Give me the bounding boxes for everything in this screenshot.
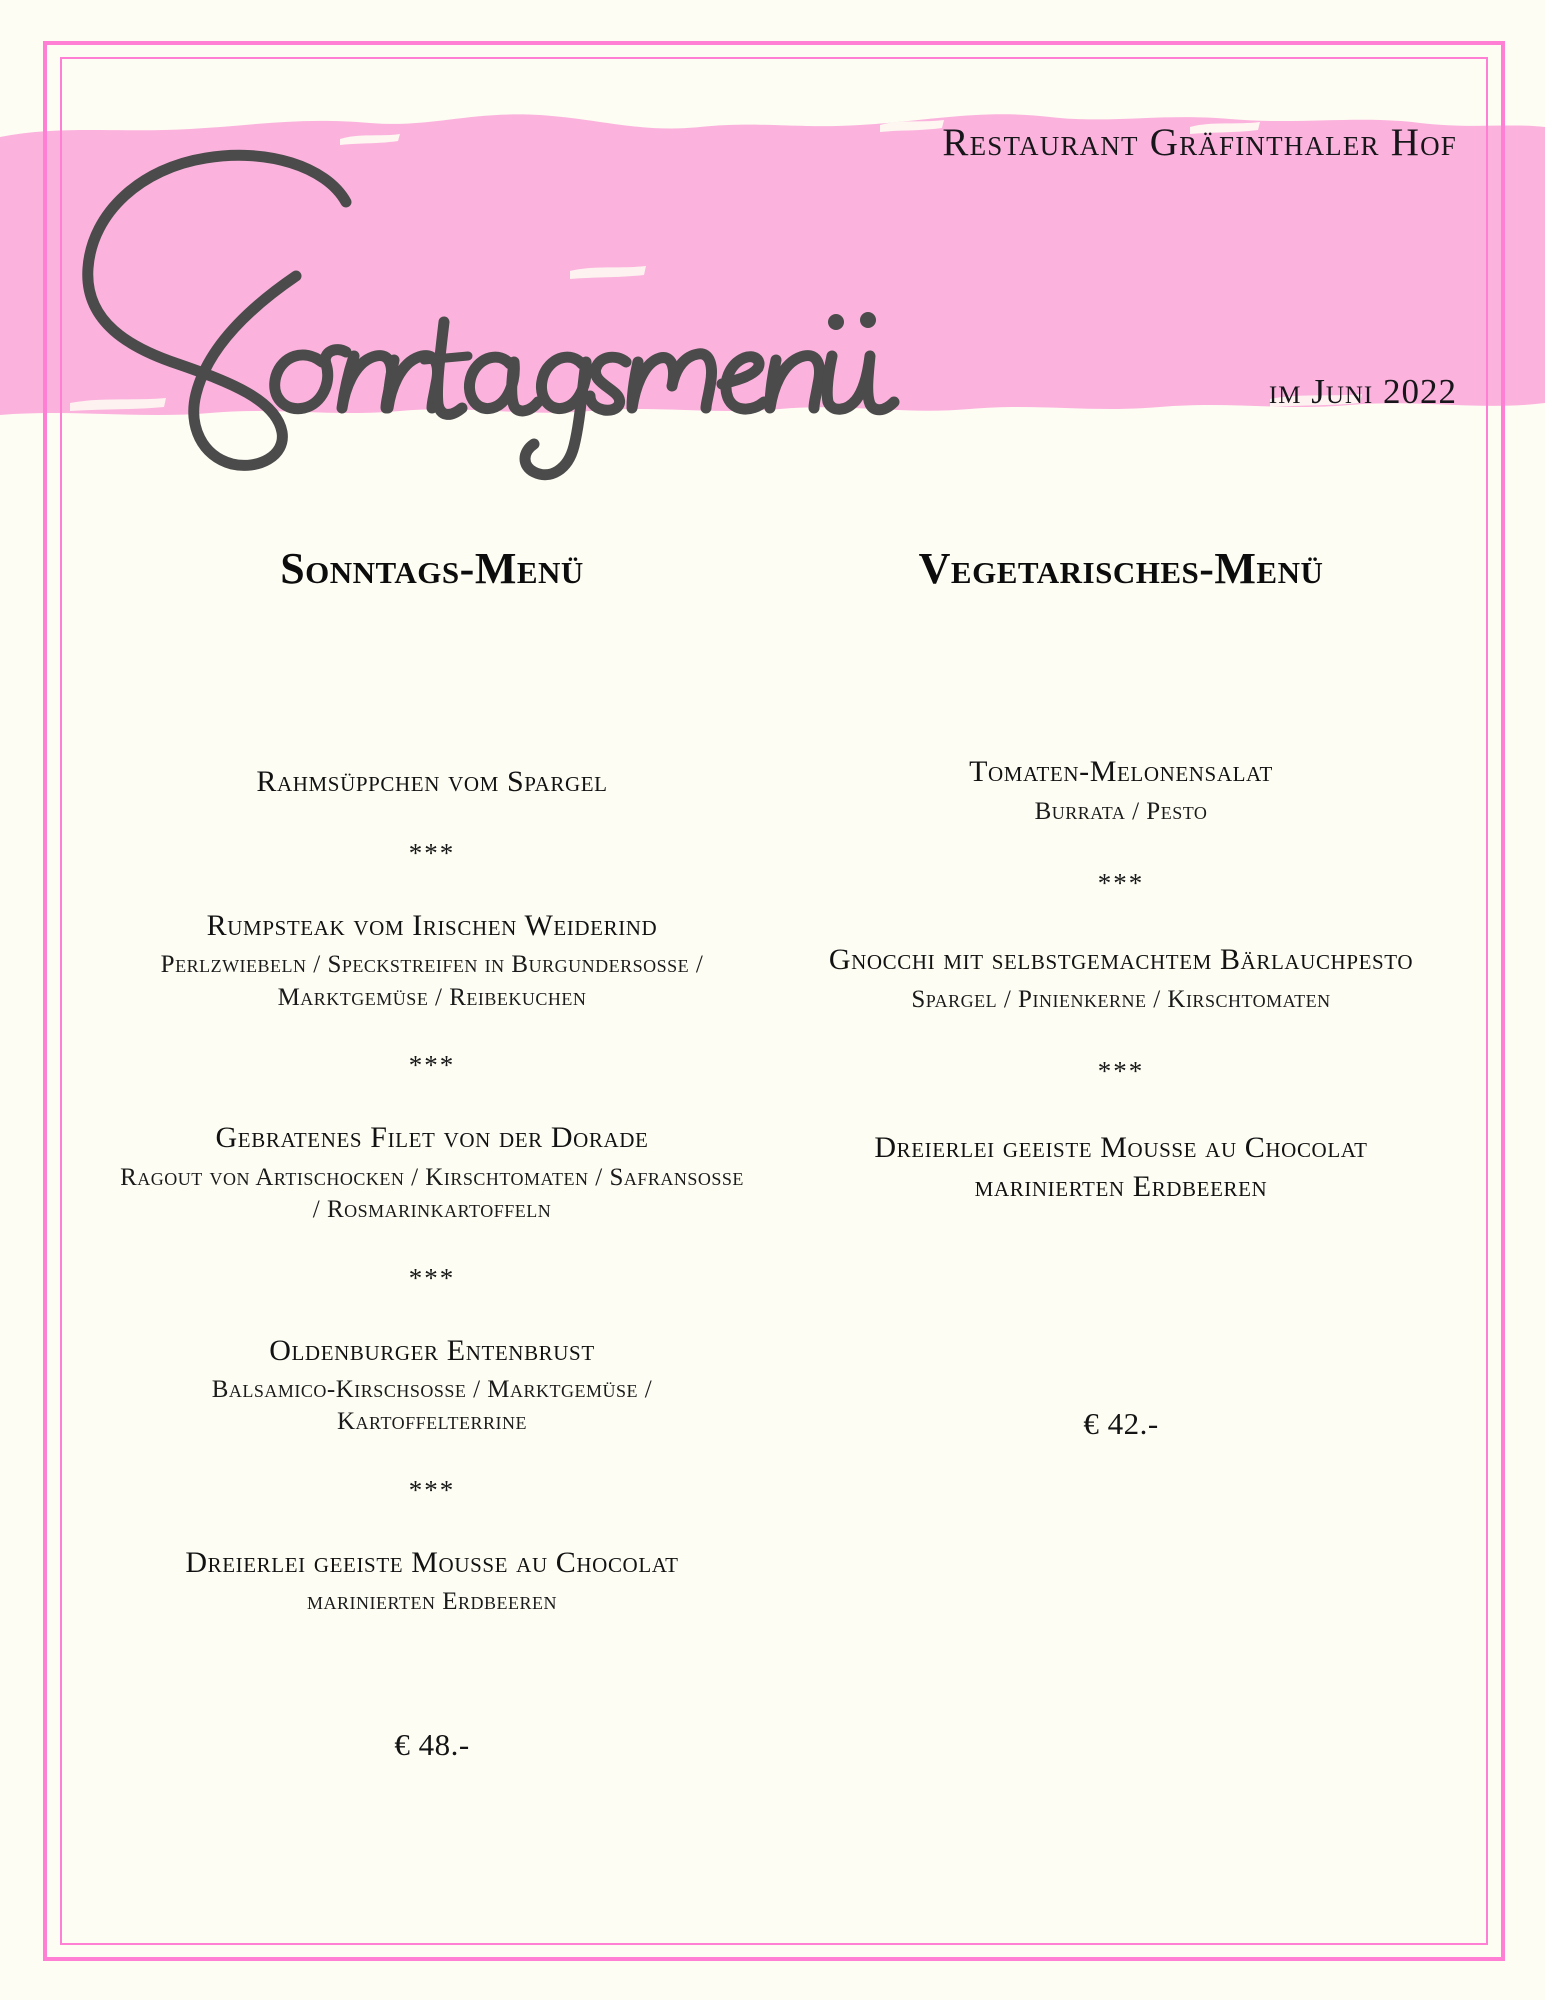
course-item [120,1119,744,1226]
course-item [120,763,744,801]
course-title: Tomaten-Melonensalat [969,755,1273,789]
course-description: Balsamico-Kirschsosse / Marktgemüse / Kartoffelterrine [211,1375,653,1436]
script-title-sonntagsmenue [46,150,1146,450]
course-separator: *** [408,837,456,868]
course-description: Ragout von Artischocken / Kirschtomaten / Safransosse / Rosmarinkartoffeln [120,1163,744,1224]
course-item [804,941,1438,1016]
vegetarisches-menu-heading: Vegetarisches-Menü [918,544,1324,593]
menu-columns [60,545,1488,1763]
course-title: Gnocchi mit selbstgemachtem Bärlauchpesto [828,943,1414,977]
course-description: Perlzwiebeln / Speckstreifen in Burgundersosse / Marktgemüse / Reibekuchen [160,951,704,1011]
vegetarisches-menu-column [774,545,1488,1442]
course-separator: *** [1097,868,1145,899]
menu-price: € 42.- [1083,1405,1159,1441]
menu-date: im Juni 2022 [1268,372,1457,411]
course-separator: *** [1097,1056,1145,1087]
course-title: Gebratenes Filet von der Dorade [215,1121,649,1155]
course-item [804,1129,1438,1206]
course-item [120,907,744,1014]
course-title: Rahmsüppchen vom Spargel [256,765,608,799]
sonntags-menu-column [60,545,774,1763]
course-description: Burrata / Pesto [1034,797,1208,825]
course-title: Rumpsteak vom Irischen Weiderind [206,908,658,942]
course-item [804,753,1438,828]
course-title: Dreierlei geeiste Mousse au Chocolat [185,1545,679,1579]
course-description: Spargel / Pinienkerne / Kirschtomaten [911,985,1331,1013]
course-description: marinierten Erdbeeren [307,1588,557,1616]
course-item [120,1332,744,1439]
menu-price: € 48.- [394,1726,470,1762]
restaurant-name: Restaurant Gräfinthaler Hof [942,121,1457,164]
sonntags-menu-heading: Sonntags-Menü [280,544,584,593]
course-item [120,1544,744,1619]
course-separator: *** [408,1050,456,1081]
course-title: Dreierlei geeiste Mousse au Chocolat marinierten Erdbeeren [874,1131,1368,1203]
course-separator: *** [408,1262,456,1293]
course-title: Oldenburger Entenbrust [269,1333,595,1367]
course-separator: *** [408,1474,456,1505]
